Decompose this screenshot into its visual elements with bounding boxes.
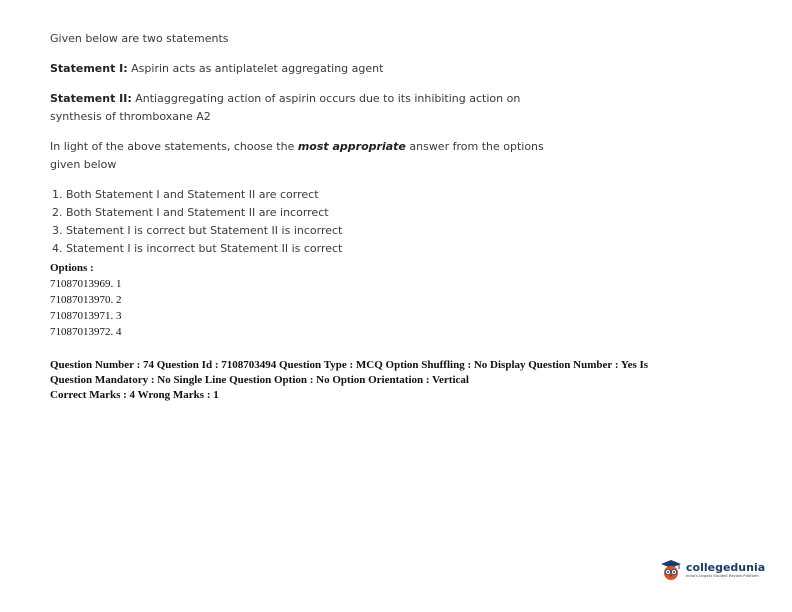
logo-text [686, 562, 765, 579]
option-id: 71087013969. 1 [50, 278, 122, 290]
options-label: Options : [50, 262, 94, 274]
answer-choice: 1. Both Statement I and Statement II are correct [52, 188, 319, 201]
graduate-owl-icon [660, 559, 682, 581]
answer-choice: 2. Both Statement I and Statement II are incorrect [52, 206, 329, 219]
question-meta [50, 260, 730, 403]
logo-name: collegedunia [686, 560, 766, 574]
statement-2-text: Antiaggregating action of aspirin occurs due to its inhibiting action on synthesis of thromboxane A2 [50, 92, 521, 123]
option-id: 71087013971. 3 [50, 310, 122, 322]
details-line-3: Correct Marks : 4 Wrong Marks : 1 [50, 389, 219, 401]
logo-tagline: India's largest Student Review Platform [686, 573, 759, 578]
answer-choices [50, 186, 560, 258]
details-line-1: Question Number : 74 Question Id : 7108703494 Question Type : MCQ Option Shuffling : No Display Question Number : Yes Is [50, 359, 649, 371]
option-id: 71087013972. 4 [50, 326, 122, 338]
answer-choice: 3. Statement I is correct but Statement II is incorrect [52, 224, 343, 237]
details-line-2: Question Mandatory : No Single Line Question Option : No Option Orientation : Vertical [50, 374, 469, 386]
instruction-emphasis: most appropriate [297, 140, 406, 153]
statement-1-text: Aspirin acts as antiplatelet aggregating agent [127, 62, 384, 75]
instruction-before: In light of the above statements, choose the [50, 140, 298, 153]
question-block [50, 30, 560, 258]
statement-2 [50, 90, 560, 126]
question-instruction [50, 138, 560, 174]
question-details [50, 358, 730, 403]
instruction-after: answer from the options given below [50, 140, 544, 171]
option-id: 71087013970. 2 [50, 294, 122, 306]
statement-1-label: Statement I: [50, 62, 128, 75]
question-intro: Given below are two statements [50, 32, 229, 45]
statement-2-label: Statement II: [50, 92, 132, 105]
collegedunia-logo[interactable] [660, 555, 770, 585]
answer-choice: 4. Statement I is incorrect but Statement II is correct [52, 242, 343, 255]
statement-1 [50, 60, 560, 78]
